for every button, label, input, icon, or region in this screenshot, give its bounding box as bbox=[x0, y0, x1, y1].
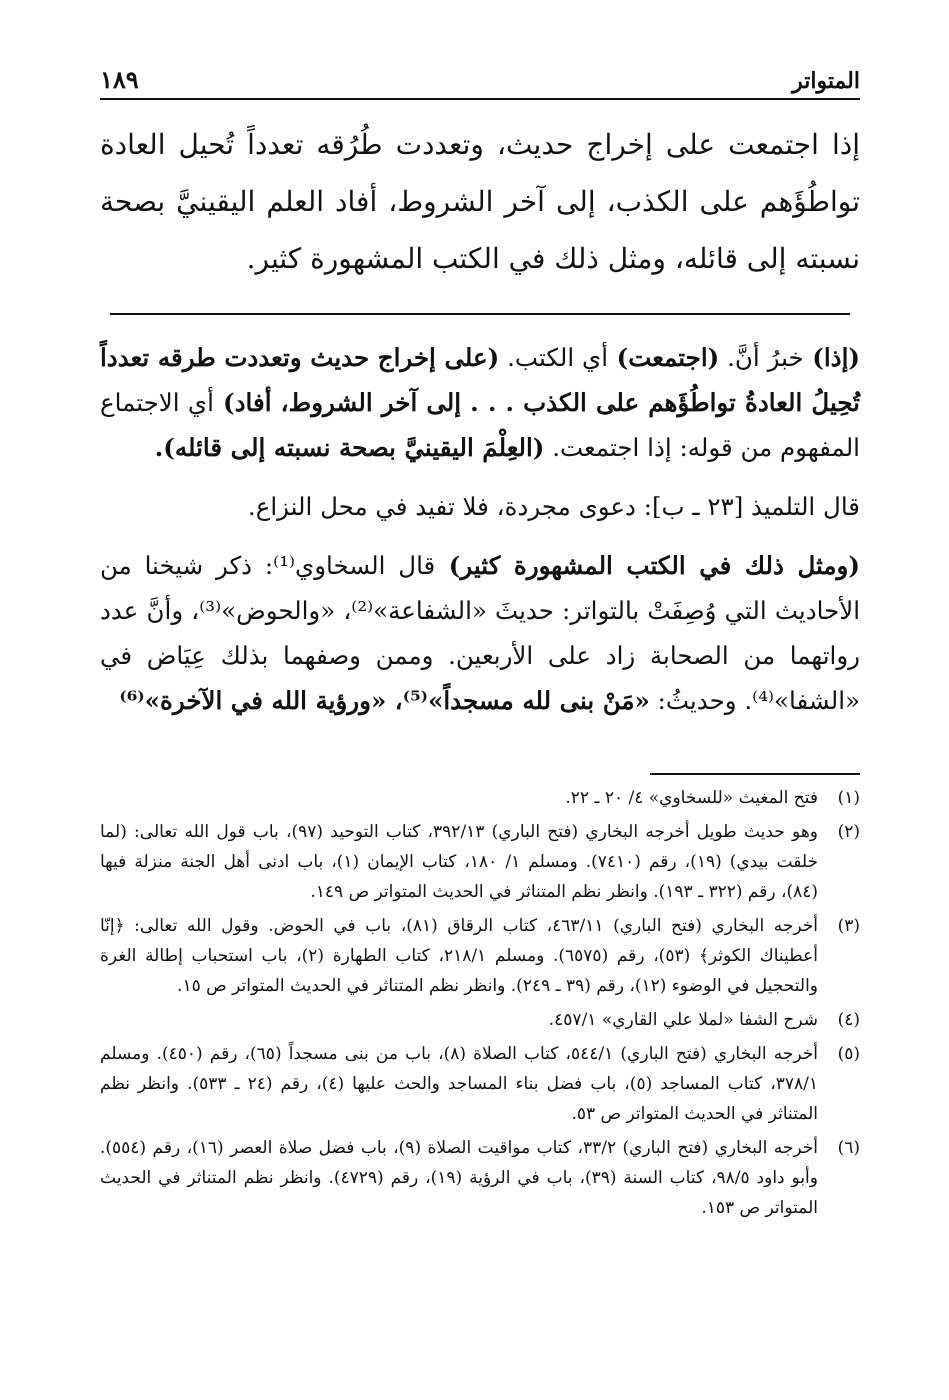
quoted-matn-text: (ومثل ذلك في الكتب المشهورة كثير) bbox=[435, 551, 860, 580]
footnote bbox=[100, 1133, 860, 1223]
page-header bbox=[100, 50, 860, 100]
footnote-text: أخرجه البخاري (فتح الباري) ٤٦٣/١١، كتاب الرقاق (٨١)، باب في الحوض. وقول الله تعالى: ﴿إنّا أعطيناك الكوثر﴾ (٥٣)، رقم (٦٥٧٥). ومسلم ٢١٨/١، كتاب الطهارة (٢)، باب استحباب إطالة الغرة والتحجيل في الوضوء (١٢)، رقم (٣٩ ـ ٢٤٩). وانظر نظم المتناثر في الحديث المتواتر ص ١٥. bbox=[100, 916, 818, 996]
commentary-paragraph-1 bbox=[100, 335, 860, 470]
footnote bbox=[100, 1039, 860, 1129]
footnote-number: (٣) bbox=[837, 916, 860, 936]
footnote bbox=[100, 817, 860, 907]
footnote-text: فتح المغيث «للسخاوي» ٤/ ٢٠ ـ ٢٢. bbox=[565, 788, 818, 808]
footnote-text: أخرجه البخاري (فتح الباري) ٥٤٤/١، كتاب الصلاة (٨)، باب من بنى مسجداً (٦٥)، رقم (٤٥٠). ومسلم ٣٧٨/١، كتاب المساجد (٥)، باب فضل بناء المساجد والحث عليها (٤)، رقم (٢٤ ـ ٥٣٣). وانظر نظم المتناثر في الحديث المتواتر ص ٥٣. bbox=[100, 1044, 819, 1124]
quoted-matn-text: (العِلْمَ اليقينيَّ بصحة نسبته إلى قائله). bbox=[154, 433, 545, 462]
footnote-number: (٢) bbox=[837, 822, 860, 842]
footnote-number: (١) bbox=[837, 788, 860, 808]
commentary-paragraph-2: قال التلميذ [٢٣ ـ ب]: دعوى مجردة، فلا تفيد في محل النزاع. bbox=[247, 492, 860, 521]
footnote-text: أخرجه البخاري (فتح الباري) ٣٣/٢، كتاب مواقيت الصلاة (٩)، باب فضل صلاة العصر (١٦)، رقم (٥٥٤). وأبو داود ٩٨/٥، كتاب السنة (٣٩)، باب في الرؤية (١٩)، رقم (٤٧٢٩). وانظر نظم المتناثر في الحديث المتواتر ص ١٥٣. bbox=[100, 1138, 818, 1218]
book-page bbox=[100, 50, 860, 1370]
section-divider bbox=[110, 313, 850, 315]
commentary-text: قال السخاوي⁽¹⁾: ذكر شيخنا من الأحاديث التي وُصِفَتْ بالتواتر: حديثَ «الشفاعة»⁽²⁾، «والحوض»⁽³⁾، وأنَّ عدد رواتهما من الصحابة زاد على الأربعين. وممن وصفهما بذلك عِيَاض في «الشفا»⁽⁴⁾. وحديثُ: bbox=[100, 551, 861, 715]
quoted-matn-text: «مَنْ بنى لله مسجداً»⁽⁵⁾، «ورؤية الله في الآخرة»⁽⁶⁾ bbox=[119, 686, 650, 715]
commentary bbox=[100, 335, 860, 723]
commentary-text: خبرُ أنَّ. bbox=[719, 343, 804, 372]
page-number: ١٨٩ bbox=[100, 65, 139, 94]
footnotes bbox=[100, 783, 860, 1223]
footnote-text: شرح الشفا «لملا علي القاري» ٤٥٧/١. bbox=[548, 1010, 818, 1030]
commentary-text: أي الاجتماع المفهوم من قوله: إذا اجتمعت. bbox=[100, 388, 860, 462]
footnote-divider bbox=[650, 773, 860, 775]
commentary-text: أي الكتب. bbox=[499, 343, 609, 372]
quoted-matn-text: (إذا) bbox=[803, 343, 860, 372]
commentary-paragraph-3 bbox=[100, 543, 860, 723]
footnote-number: (٥) bbox=[837, 1044, 860, 1064]
footnote bbox=[100, 783, 860, 813]
footnote-text: وهو حديث طويل أخرجه البخاري (فتح الباري) ٣٩٢/١٣، كتاب التوحيد (٩٧)، باب قول الله تعالى: (لما خلقت بيدي) (١٩)، رقم (٧٤١٠). ومسلم ١/ ١٨٠، كتاب الإيمان (١)، باب ادنى أهل الجنة منزلة فيها (٨٤)، رقم (٣٢٢ ـ ١٩٣). وانظر نظم المتناثر في الحديث المتواتر ص ١٤٩. bbox=[100, 822, 819, 902]
quoted-matn-text: (اجتمعت) bbox=[608, 343, 720, 372]
main-paragraph: إذا اجتمعت على إخراج حديث، وتعددت طُرُقه تعدداً تُحيل العادة تواطُؤَهم على الكذب، إلى آخر الشروط، أفاد العلم اليقينيَّ بصحة نسبته إلى قائله، ومثل ذلك في الكتب المشهورة كثير. bbox=[100, 128, 860, 275]
quoted-matn-text: (على إخراج حديث وتعددت طرقه تعدداً تُحِيلُ العادةُ تواطُؤَهم على الكذب . . . إلى آخر الشروط، أفاد) bbox=[100, 343, 860, 417]
running-title: المتواتر bbox=[792, 68, 860, 94]
footnote bbox=[100, 1005, 860, 1035]
footnote-number: (٤) bbox=[837, 1010, 860, 1030]
main-text bbox=[100, 116, 860, 287]
footnote bbox=[100, 911, 860, 1001]
footnote-number: (٦) bbox=[837, 1138, 860, 1158]
